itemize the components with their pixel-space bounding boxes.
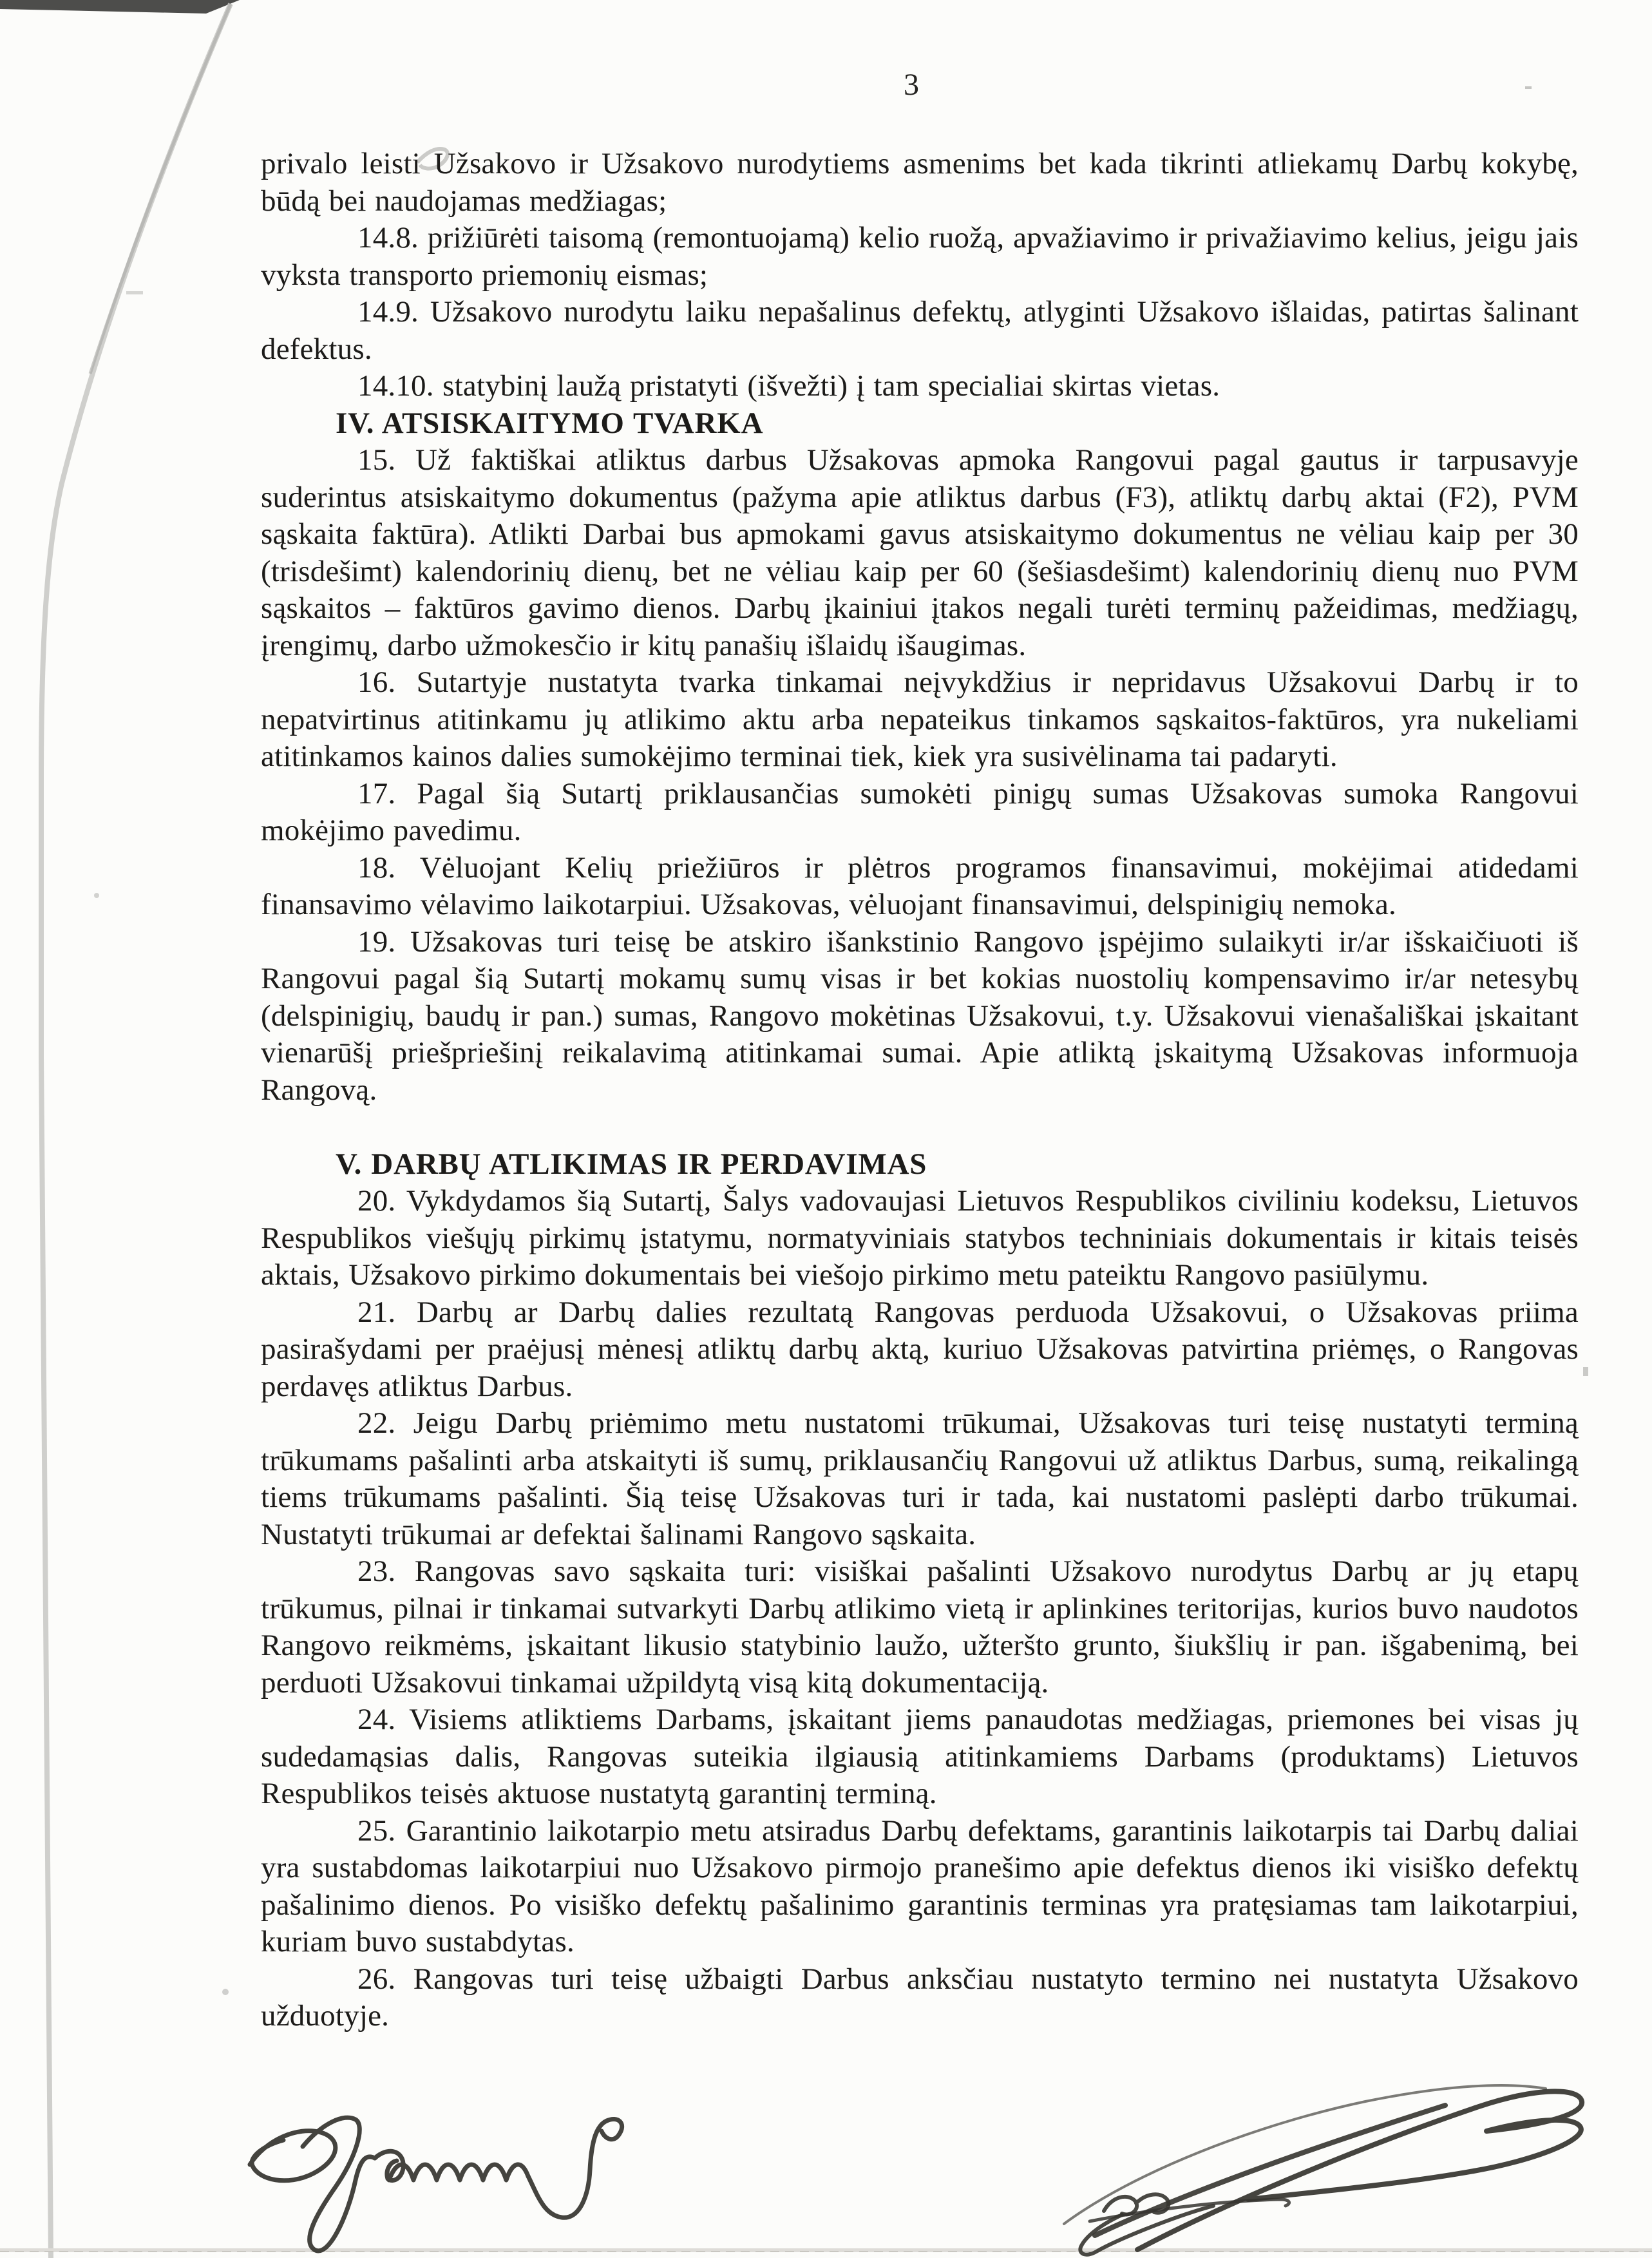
page-number: 3	[904, 68, 919, 102]
paragraph-14-8: 14.8. prižiūrėti taisomą (remontuojamą) kelio ruožą, apvažiavimo ir privažiavimo kelius, jeigu jais vyksta transporto priemonių eismas;	[261, 221, 1579, 292]
page-edge-line	[41, 4, 231, 2258]
paragraph-23: 23. Rangovas savo sąskaita turi: visiškai pašalinti Užsakovo nurodytus Darbų ar jų etapų trūkumus, pilnai ir tinkamai sutvarkyti Darbų atlikimo vietą ir aplinkines teritorijas, kurios buvo naudotos Rangovo reikmėms, įskaitant likusio statybinio laužo, užteršto grunto, šiukšlių ir pan. išgabenimą, bei perduoti Užsakovui tinkamai užpildytą visą kitą dokumentaciją.	[261, 1555, 1579, 1699]
paragraph-25: 25. Garantinio laikotarpio metu atsiradus Darbų defektams, garantinis laikotarpis tai Darbų daliai yra sustabdomas laikotarpiui nuo Užsakovo pirmojo pranešimo apie defektus dienos iki visiško defektų pašalinimo dienos. Po visiško defektų pašalinimo garantinis terminas yra pratęsiamas tam laikotarpiui, kuriam buvo sustabdytas.	[261, 1813, 1579, 1958]
document-body	[261, 146, 1579, 2035]
scanner-bottom-line	[0, 2248, 1652, 2252]
paragraph-24: 24. Visiems atliktiems Darbams, įskaitant jiems panaudotas medžiagas, priemones bei visas jų sudedamąsias dalis, Rangovas suteikia ilgiausią atitinkamiems Darbams (produktams) Lietuvos Respublikos teisės aktuose nustatytą garantinį terminą.	[261, 1703, 1579, 1810]
paragraph-14-9: 14.9. Užsakovo nurodytu laiku nepašalinus defektų, atlyginti Užsakovo išlaidas, patirtas šalinant defektus.	[261, 295, 1579, 366]
page-edge-line-dark	[90, 4, 231, 374]
speck-3	[1583, 1367, 1588, 1376]
paragraph-21: 21. Darbų ar Darbų dalies rezultatą Rangovas perduoda Užsakovui, o Užsakovas priima pasirašydami per praėjusį mėnesį atliktų darbų aktą, kuriuo Užsakovas patvirtina priėmęs, o Rangovas perdavęs atliktus Darbus.	[261, 1295, 1579, 1403]
scan-corner-wedge	[0, 0, 240, 14]
speck-5	[222, 1989, 229, 1995]
section-heading-v: V. DARBŲ ATLIKIMAS IR PERDAVIMAS	[336, 1147, 927, 1181]
paragraph-26: 26. Rangovas turi teisę užbaigti Darbus anksčiau nustatyto termino nei nustatyta Užsakovo užduotyje.	[261, 1962, 1579, 2033]
paragraph-17: 17. Pagal šią Sutartį priklausančias sumokėti pinigų sumas Užsakovas sumoka Rangovui mokėjimo pavedimu.	[261, 776, 1579, 847]
paragraph-15: 15. Už faktiškai atliktus darbus Užsakovas apmoka Rangovui pagal gautus ir tarpusavyje suderintus atsiskaitymo dokumentus (pažyma apie atliktus darbus (F3), atliktų darbų aktai (F2), PVM sąskaita faktūra). Atlikti Darbai bus apmokami gavus atsiskaitymo dokumentus ne vėliau kaip per 30 (trisdešimt) kalendorinių dienų, bet ne vėliau kaip per 60 (šešiasdešimt) kalendorinių dienų nuo PVM sąskaitos – faktūros gavimo dienos. Darbų įkainiui įtakos negali turėti terminų pažeidimas, medžiagų, įrengimų, darbo užmokesčio ir kitų panašių išlaidų išaugimas.	[261, 443, 1579, 662]
speck-2	[126, 291, 143, 294]
paragraph-16: 16. Sutartyje nustatyta tvarka tinkamai neįvykdžius ir nepridavus Užsakovui Darbų ir to nepatvirtinus atitinkamu jų atlikimo aktu arba nepateikus tinkamos sąskaitos-faktūros, yra nukeliami atitinkamos kainos dalies sumokėjimo terminai tiek, kiek yra susivėlinama tai padaryti.	[261, 665, 1579, 773]
paragraph-22: 22. Jeigu Darbų priėmimo metu nustatomi trūkumai, Užsakovas turi teisę nustatyti terminą trūkumams pašalinti arba atskaityti iš sumų, priklausančių Rangovui už atliktus Darbus, sumą, reikalingą tiems trūkumams pašalinti. Šią teisę Užsakovas turi ir tada, kai nustatomi paslėpti darbo trūkumai. Nustatyti trūkumai ar defektai šalinami Rangovo sąskaita.	[261, 1406, 1579, 1551]
paragraph-continuation: privalo leisti Užsakovo ir Užsakovo nurodytiems asmenims bet kada tikrinti atliekamų Darbų kokybę, būdą bei naudojamas medžiagas;	[261, 147, 1579, 218]
speck-4	[94, 893, 99, 898]
paragraph-18: 18. Vėluojant Kelių priežiūros ir plėtros programos finansavimui, mokėjimai atidedami finansavimo vėlavimo laikotarpiui. Užsakovas, vėluojant finansavimui, delspinigių nemoka.	[261, 850, 1579, 921]
paragraph-20: 20. Vykdydamos šią Sutartį, Šalys vadovaujasi Lietuvos Respublikos civiliniu kodeksu, Lietuvos Respublikos viešųjų pirkimų įstatymu, normatyviniais statybos techniniais dokumentais ir kitais teisės aktais, Užsakovo pirkimo dokumentais bei viešojo pirkimo metu pateiktu Rangovo pasiūlymu.	[261, 1184, 1579, 1292]
speck-1	[1525, 86, 1532, 89]
paragraph-19: 19. Užsakovas turi teisę be atskiro išankstinio Rangovo įspėjimo sulaikyti ir/ar išskaičiuoti iš Rangovui pagal šią Sutartį mokamų sumų visas ir bet kokias nuostolių kompensavimo ir/ar netesybų (delspinigių, baudų ir pan.) sumas, Rangovo mokėtinas Užsakovui, t.y. Užsakovui vienašališkai įskaitant vienarūšį priešpriešinį reikalavimą atitinkamai sumai. Apie atliktą įskaitymą Užsakovas informuoja Rangovą.	[261, 924, 1579, 1107]
paragraph-14-10: 14.10. statybinį laužą pristatyti (išvežti) į tam specialiai skirtas vietas.	[357, 369, 1220, 403]
section-heading-iv: IV. ATSISKAITYMO TVARKA	[336, 406, 764, 440]
